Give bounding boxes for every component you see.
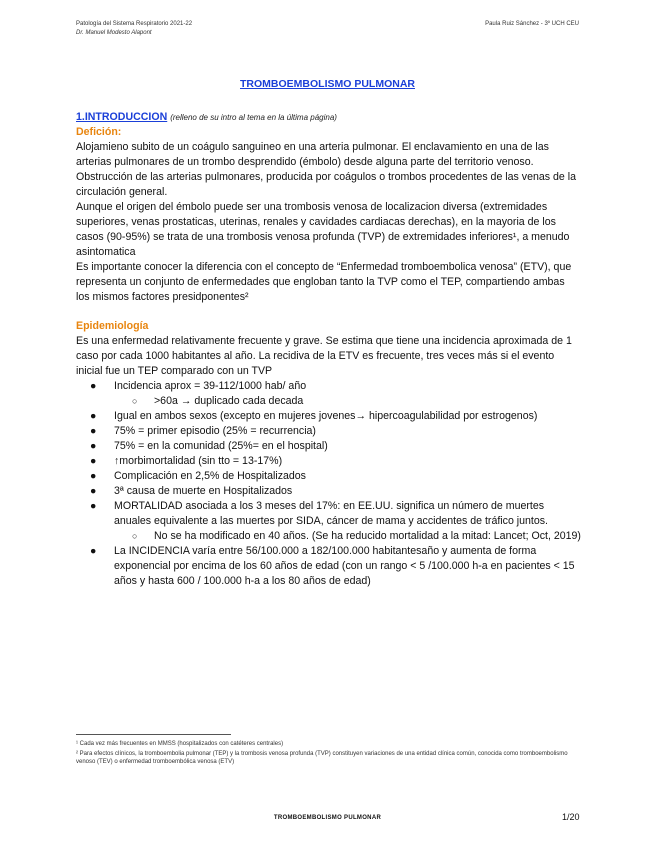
list-item [90, 544, 581, 589]
intro-paragraph: Es importante conocer la diferencia con el concepto de “Enfermedad tromboembolica venosa” (ETV), que representa un conjunto de enfermedades que engloban tanto la TVP como el TEP, compartiendo ambas los mismos factores presidponentes² [76, 261, 572, 303]
epidemiology-paragraph: Es una enfermedad relativamente frecuente y grave. Se estima que tiene una incidencia aproximada de 1 caso por cada 1000 habitantes al año. La recidiva de la ETV es frecuente, tres veces más si el evento inicial fue un TEP comparado con un TVP [76, 335, 572, 377]
intro-heading: 1.INTRODUCCION [76, 111, 168, 123]
epidemiology-list [76, 379, 581, 589]
bullet-icon: ● [90, 485, 97, 497]
bullet-icon: ● [90, 470, 97, 482]
list-item-text: Incidencia aprox = 39-112/1000 hab/ año [114, 380, 307, 392]
list-item-text: MORTALIDAD asociada a los 3 meses del 17%: en EE.UU. significa un número de muertes anuales equivalente a las muertes por SIDA, cáncer de mama y accidentes de tráfico juntos. [114, 500, 548, 527]
sub-bullet-icon: ○ [132, 396, 138, 406]
bullet-icon: ● [90, 455, 97, 467]
document-body [76, 110, 581, 589]
page-title: TROMBOEMBOLISMO PULMONAR [240, 78, 415, 90]
list-item-text: ↑morbimortalidad (sin tto = 13-17%) [114, 455, 283, 467]
list-item-text: 75% = primer episodio (25% = recurrencia) [114, 425, 316, 437]
header-course: Patología del Sistema Respiratorio 2021-22 [76, 21, 193, 27]
bullet-icon: ● [90, 500, 97, 512]
sub-bullet-icon: ○ [132, 531, 138, 541]
list-item-text: Igual en ambos sexos (excepto en mujeres jovenes→ hipercoagulabilidad por estrogenos) [114, 410, 538, 422]
list-item [90, 454, 581, 469]
list-item-text: Complicación en 2,5% de Hospitalizados [114, 470, 306, 482]
list-item-text: La INCIDENCIA varía entre 56/100.000 a 182/100.000 habitantesaño y aumenta de forma exponencial por encima de los 60 años de edad (con un rango < 5 /100.000 h-a en pacientes < 15 años y hasta 600 / 100.000 h-a a los 80 años de edad) [114, 545, 575, 587]
footnote-1: ¹ Cada vez más frecuentes en MMSS (hospitalizados con catéteres centrales) [76, 741, 284, 747]
list-item [90, 484, 581, 499]
list-item [90, 439, 581, 454]
header-professor: Dr. Manuel Modesto Alapont [76, 30, 152, 36]
bullet-icon: ● [90, 410, 97, 422]
list-item [90, 409, 581, 424]
bullet-icon: ● [90, 440, 97, 452]
sub-list-item [132, 394, 581, 409]
intro-heading-line [76, 110, 581, 125]
intro-paragraph: Aunque el origen del émbolo puede ser una trombosis venosa de localizacion diversa (extremidades superiores, venas prostaticas, uterinas, renales y cavidades cardiacas derechas), en la mayoria de los casos (90-95%) se trata de una trombosis venosa profunda (TVP) de extremidades inferiores¹, a menudo asintomatica [76, 201, 570, 258]
bullet-icon: ● [90, 380, 97, 392]
bullet-icon: ● [90, 545, 97, 557]
header-left [76, 20, 192, 38]
bullet-icon: ● [90, 425, 97, 437]
sub-list [114, 394, 581, 409]
footnote-divider [76, 734, 231, 735]
list-item-text: 75% = en la comunidad (25%= en el hospital) [114, 440, 328, 452]
list-item [90, 379, 581, 409]
intro-note: (relleno de su intro al tema en la última página) [170, 113, 337, 122]
intro-paragraph: Obstrucción de las arterias pulmonares, producida por coágulos o trombos procedentes de las venas de la circulación general. [76, 171, 576, 198]
page-number: 1/20 [562, 812, 580, 822]
footer-label: TROMBOEMBOLISMO PULMONAR [273, 815, 382, 821]
sub-list-item-text: No se ha modificado en 40 años. (Se ha reducido mortalidad a la mitad: Lancet; Oct, 2019) [154, 530, 581, 542]
epidemiology-heading: Epidemiología [76, 320, 149, 332]
header-author: Paula Ruiz Sánchez - 3º UCH CEU [485, 21, 579, 27]
list-item [90, 499, 581, 544]
list-item [90, 424, 581, 439]
footnote-2: ² Para efectos clínicos, la tromboembolia pulmonar (TEP) y la trombosis venosa profunda (TVP) constituyen variaciones de una entidad clínica común, conocida como tromboembolismo venoso (TEV) o enfermedad tromboembólica venosa (ETV) [76, 751, 568, 765]
list-item [90, 469, 581, 484]
sub-list-item [132, 529, 581, 544]
intro-paragraph: Alojamieno subito de un coágulo sanguineo en una arteria pulmonar. El enclavamiento en una de las arterias pulmonares de un trombo desprendido (émbolo) desde alguna parte del territorio venoso. [76, 141, 549, 168]
list-item-text: 3ª causa de muerte en Hospitalizados [114, 485, 293, 497]
definition-heading: Defición: [76, 126, 122, 138]
sub-list-item-text: >60a → duplicado cada decada [154, 395, 304, 407]
sub-list [114, 529, 581, 544]
